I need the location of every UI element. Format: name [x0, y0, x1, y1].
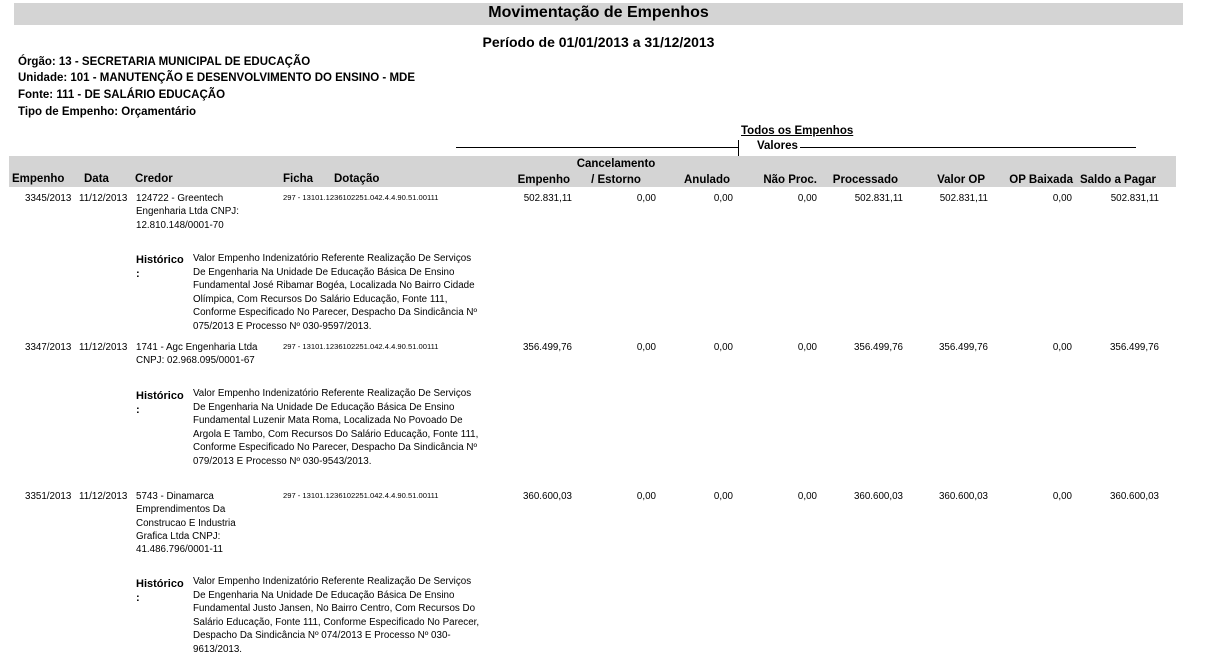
credor: 124722 - Greentech Engenharia Ltda CNPJ: 12.810.148/0001-70	[136, 193, 239, 231]
historico-label: Histórico :	[136, 254, 184, 280]
values-rule-right	[800, 147, 1136, 148]
credor: 1741 - Agc Engenharia Ltda CNPJ: 02.968.095/0001-67	[136, 342, 258, 367]
report-title: Movimentação de Empenhos	[488, 4, 709, 21]
cancelamento-value: 0,00	[636, 491, 656, 502]
anulado-value: 0,00	[713, 193, 733, 204]
col-saldo: Saldo a Pagar	[1079, 174, 1156, 186]
valor-empenho: 356.499,76	[522, 342, 572, 353]
dotacao: 297 - 13101.1236102251.042.4.4.90.51.00111	[283, 193, 439, 202]
valor-op-value: 356.499,76	[938, 342, 988, 353]
processado-value: 356.499,76	[853, 342, 903, 353]
valor-empenho: 360.600,03	[522, 491, 572, 502]
historico-text: Valor Empenho Indenizatório Referente Realização De Serviços De Engenharia Na Unidade De Educação Básica De Ensino Fundamental Luzenir Mata Roma, Localizada No Povoado De Argola E Tambo, Com Recursos Do Salário Educação, Fonte 111, Conforme Especificado No Parecer, Despacho Da Sindicância Nº 079/2013 E Processo Nº 030-9543/2013.	[193, 388, 479, 467]
col-valor-empenho: Empenho	[517, 174, 570, 186]
col-valor-op: Valor OP	[937, 174, 985, 186]
unidade-label: Unidade: 101 - MANUTENÇÃO E DESENVOLVIMENTO DO ENSINO - MDE	[18, 72, 416, 84]
empenho-date: 11/12/2013	[79, 491, 128, 502]
col-dotacao: Dotação	[334, 173, 380, 185]
values-rule-left	[456, 147, 739, 148]
processado-value: 502.831,11	[854, 193, 903, 204]
valor-op-value: 360.600,03	[938, 491, 988, 502]
col-credor: Credor	[135, 173, 173, 185]
processado-value: 360.600,03	[853, 491, 903, 502]
tipo-empenho-label: Tipo de Empenho: Orçamentário	[18, 106, 197, 118]
saldo-value: 356.499,76	[1109, 342, 1159, 353]
anulado-value: 0,00	[713, 491, 733, 502]
historico-text: Valor Empenho Indenizatório Referente Realização De Serviços De Engenharia Na Unidade De Educação Básica De Ensino Fundamental José Ribamar Bogéa, Localizada No Bairro Cidade Olímpica, Com Recursos Do Salário Educação, Fonte 111, Conforme Especificado No Parecer, Despacho Da Sindicância Nº 075/2013 E Processo Nº 030-9597/2013.	[193, 253, 478, 332]
dotacao: 297 - 13101.1236102251.042.4.4.90.51.00111	[283, 342, 439, 351]
empenho-number: 3347/2013	[25, 342, 72, 353]
nao-proc-value: 0,00	[797, 491, 817, 502]
col-op-baixada: OP Baixada	[1009, 174, 1073, 186]
nao-proc-value: 0,00	[797, 342, 817, 353]
credor: 5743 - Dinamarca Emprendimentos Da Construcao E Industria Grafica Ltda CNPJ: 41.486.796/0001-11	[136, 491, 236, 556]
valor-op-value: 502.831,11	[939, 193, 988, 204]
col-processado: Processado	[832, 174, 898, 186]
cancelamento-value: 0,00	[636, 193, 656, 204]
col-empenho: Empenho	[12, 173, 65, 185]
historico-label: Histórico :	[136, 390, 184, 416]
col-estorno: / Estorno	[591, 174, 641, 186]
valor-empenho: 502.831,11	[523, 193, 572, 204]
op-baixada-value: 0,00	[1052, 193, 1072, 204]
nao-proc-value: 0,00	[797, 193, 817, 204]
empenho-number: 3351/2013	[25, 491, 72, 502]
col-data: Data	[84, 173, 109, 185]
values-label: Valores	[757, 140, 798, 152]
saldo-value: 502.831,11	[1110, 193, 1159, 204]
col-nao-proc: Não Proc.	[763, 174, 817, 186]
fonte-label: Fonte: 111 - DE SALÁRIO EDUCAÇÃO	[18, 89, 226, 101]
col-ficha: Ficha	[283, 173, 314, 185]
col-cancelamento: Cancelamento	[576, 158, 656, 170]
cancelamento-value: 0,00	[636, 342, 656, 353]
empenho-date: 11/12/2013	[79, 193, 128, 204]
anulado-value: 0,00	[713, 342, 733, 353]
values-rule-divider	[738, 140, 739, 156]
empenho-number: 3345/2013	[25, 193, 72, 204]
saldo-value: 360.600,03	[1109, 491, 1159, 502]
empenho-date: 11/12/2013	[79, 342, 128, 353]
report-period: Período de 01/01/2013 a 31/12/2013	[482, 34, 715, 50]
op-baixada-value: 0,00	[1052, 342, 1072, 353]
historico-label: Histórico :	[136, 578, 184, 604]
op-baixada-value: 0,00	[1052, 491, 1072, 502]
historico-text: Valor Empenho Indenizatório Referente Realização De Serviços De Engenharia Na Unidade De Educação Básica De Ensino Fundamental Justo Jansen, No Bairro Centro, Com Recursos Do Salário Educação, Fonte 111, Conforme Especificado No Parecer, Despacho Da Sindicância Nº 074/2013 E Processo Nº 030-9613/2013.	[193, 576, 480, 655]
col-anulado: Anulado	[684, 174, 730, 186]
dotacao: 297 - 13101.1236102251.042.4.4.90.51.00111	[283, 491, 439, 500]
group-label: Todos os Empenhos	[741, 125, 854, 137]
orgao-label: Órgão: 13 - SECRETARIA MUNICIPAL DE EDUCAÇÃO	[18, 56, 311, 68]
